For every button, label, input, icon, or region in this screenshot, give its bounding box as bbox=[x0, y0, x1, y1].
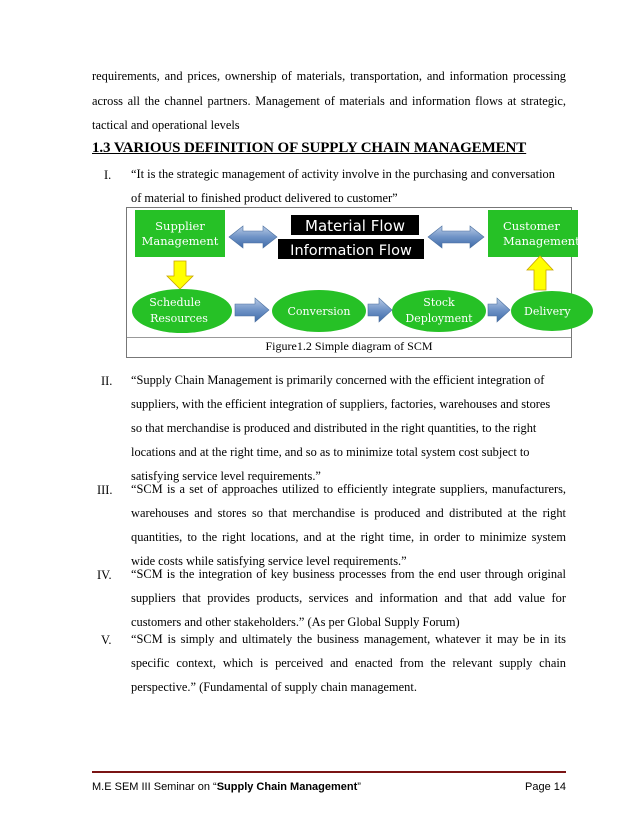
footer-rule bbox=[92, 771, 566, 773]
definition-line: satisfying service level requirements.” bbox=[131, 469, 321, 483]
definition-line: “Supply Chain Management is primarily concerned with the efficient integration of bbox=[131, 373, 545, 387]
definition-line: so that merchandise is produced and distributed in the right quantities, to the right bbox=[131, 421, 537, 435]
arrow-right-icon bbox=[235, 298, 269, 322]
definition-text bbox=[131, 562, 566, 634]
down-arrow-icon bbox=[167, 261, 193, 289]
double-arrow-left-icon bbox=[229, 226, 277, 248]
definition-line: perspective.” (Fundamental of supply chain management. bbox=[131, 680, 417, 694]
definition-line: “SCM is a set of approaches utilized to efficiently integrate suppliers, manufacturers, bbox=[131, 482, 566, 496]
scm-diagram bbox=[126, 207, 580, 358]
intro-line: across all the channel partners. Management of materials and information flows at strategic, bbox=[92, 93, 566, 108]
stock-deployment-label-line2: Deployment bbox=[405, 312, 473, 325]
intro-paragraph bbox=[92, 64, 566, 138]
definition-line: “SCM is simply and ultimately the business management, whatever it may be in its bbox=[131, 632, 566, 646]
schedule-resources-label-line1: Schedule bbox=[149, 296, 201, 309]
definition-line: locations and at the right time, and so as to minimize total system cost subject to bbox=[131, 445, 530, 459]
intro-line: tactical and operational levels bbox=[92, 118, 240, 132]
definition-line: suppliers that provides products, services and information and that add value for bbox=[131, 591, 566, 605]
footer-title-prefix: M.E SEM III Seminar on “ bbox=[92, 781, 217, 793]
definition-text bbox=[131, 162, 566, 210]
definition-line: customers and other stakeholders.” (As per Global Supply Forum) bbox=[131, 615, 460, 629]
footer-title bbox=[92, 781, 361, 793]
intro-line: requirements, and prices, ownership of materials, transportation, and information processing bbox=[92, 69, 566, 83]
double-arrow-right-icon bbox=[428, 226, 484, 248]
definition-line: “SCM is the integration of key business processes from the end user through original bbox=[131, 567, 566, 581]
definition-numeral: III. bbox=[97, 483, 113, 497]
definition-numeral: II. bbox=[101, 374, 113, 388]
customer-management-label-line2: Management bbox=[503, 234, 580, 248]
definition-line: of material to finished product delivered to customer” bbox=[131, 191, 398, 205]
definition-numeral: V. bbox=[101, 633, 112, 647]
definition-numeral: I. bbox=[104, 168, 112, 182]
footer-title-bold: Supply Chain Management bbox=[216, 781, 358, 793]
scm-diagram-svg bbox=[127, 208, 580, 357]
schedule-resources-label-line2: Resources bbox=[150, 312, 208, 325]
definition-text bbox=[131, 368, 566, 488]
up-arrow-icon bbox=[527, 256, 553, 290]
information-flow-label: Information Flow bbox=[290, 243, 412, 259]
customer-management-label-line1: Customer bbox=[503, 219, 560, 233]
arrow-right-icon bbox=[368, 298, 392, 322]
figure-caption: Figure1.2 Simple diagram of SCM bbox=[265, 339, 433, 353]
material-flow-label: Material Flow bbox=[305, 217, 405, 235]
definition-text bbox=[131, 627, 566, 699]
definition-line: warehouses and stores so that merchandise is produced and distributed at the right bbox=[131, 506, 566, 520]
arrow-right-icon bbox=[488, 298, 510, 322]
definition-numeral: IV. bbox=[97, 568, 112, 582]
caption-divider bbox=[127, 337, 571, 338]
definition-line: wide costs while satisfying service level requirements.” bbox=[131, 554, 407, 568]
footer-title-suffix: ” bbox=[357, 781, 361, 793]
supplier-management-label-line1: Supplier bbox=[155, 219, 205, 233]
definition-text bbox=[131, 477, 566, 573]
page-number: Page 14 bbox=[525, 781, 566, 793]
definition-line: specific context, which is perceived and enacted from the relevant supply chain bbox=[131, 656, 566, 670]
supplier-management-label-line2: Management bbox=[141, 234, 219, 248]
definition-line: suppliers, with the efficient integration of suppliers, factories, warehouses and stores bbox=[131, 397, 551, 411]
conversion-label: Conversion bbox=[287, 305, 351, 318]
stock-deployment-label-line1: Stock bbox=[423, 296, 455, 309]
definition-line: quantities, to the right locations, and at the right time, in order to minimize system bbox=[131, 530, 566, 544]
definition-line: “It is the strategic management of activity involve in the purchasing and conversation bbox=[131, 167, 555, 181]
delivery-label: Delivery bbox=[524, 305, 571, 318]
section-heading: 1.3 VARIOUS DEFINITION OF SUPPLY CHAIN MANAGEMENT bbox=[92, 140, 527, 156]
